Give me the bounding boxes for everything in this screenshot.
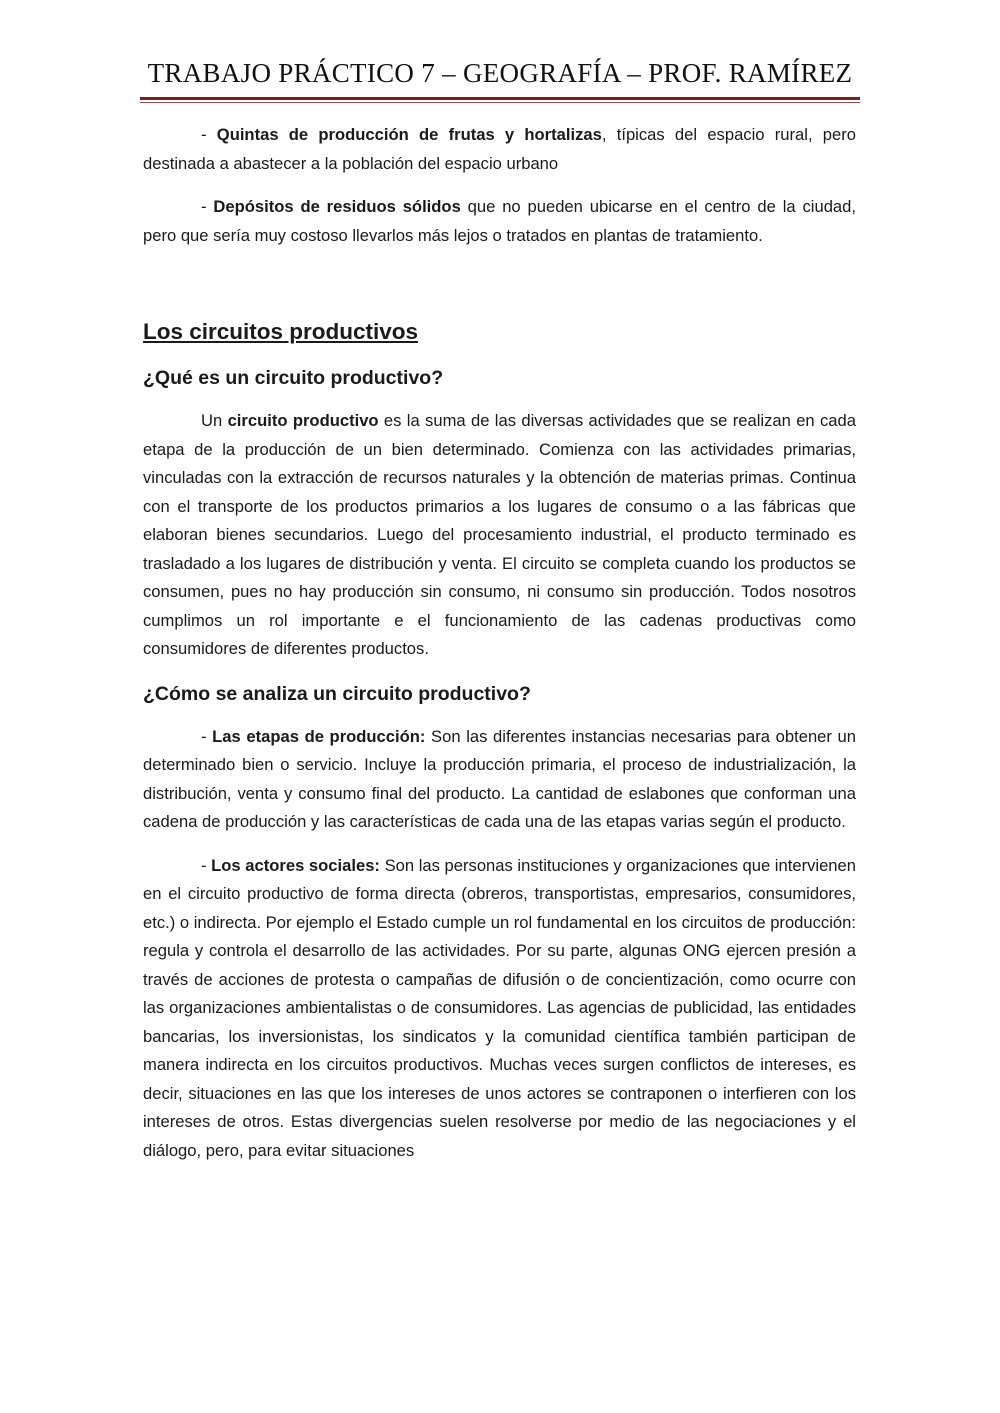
list-dash: -	[201, 726, 213, 746]
paragraph-quintas	[143, 121, 856, 178]
paragraph-text: Son las diferentes instancias necesarias para obtener un determinado bien o servicio. Incluye la producción primaria, el proceso de industrialización, la distribución, venta y consumo final del producto. La cantidad de eslabones que conforman una cadena de producción y las características de cada una de las etapas varias según el producto.	[143, 726, 857, 831]
header-rule	[140, 97, 860, 100]
bold-term: circuito productivo	[227, 411, 379, 430]
paragraph-text: es la suma de las diversas actividades que se realizan en cada etapa de la producción de un bien determinado. Comienza con las actividades primarias, vinculadas con la extracción de recursos naturales y la obtención de materias primas. Continua con el transporte de los productos primarios a los lugares de consumo o a las fábricas que elaboran bienes secundarios. Luego del procesamiento industrial, el producto terminado es trasladado a los lugares de distribución y venta. El circuito se completa cuando los productos se consumen, pues no hay producción sin consumo, ni consumo sin producción. Todos nosotros cumplimos un rol importante e el funcionamiento de las cadenas productivas como consumidores de diferentes productos.	[143, 411, 856, 658]
paragraph-text: que no pueden ubicarse en el centro de la ciudad, pero que sería muy costoso llevarlos más lejos o tratados en plantas de tratamiento.	[143, 197, 856, 245]
bold-term: Depósitos de residuos sólidos	[213, 197, 461, 216]
list-dash: -	[201, 125, 217, 144]
list-dash: -	[201, 855, 212, 875]
paragraph-definicion	[143, 407, 856, 664]
paragraph-text: Un	[201, 411, 228, 430]
bold-term: Las etapas de producción:	[212, 726, 426, 746]
header-rule-thin	[140, 102, 860, 103]
page-header-title: TRABAJO PRÁCTICO 7 – GEOGRAFÍA – PROF. RAMÍREZ	[147, 58, 853, 88]
subheading-que-es: ¿Qué es un circuito productivo?	[143, 367, 444, 389]
bold-term: Los actores sociales:	[211, 855, 380, 875]
document-body	[143, 121, 856, 1180]
spacer	[143, 265, 856, 315]
section-heading: Los circuitos productivos	[143, 319, 419, 344]
paragraph-text: , típicas del espacio rural, pero destinada a abastecer a la población del espacio urbano	[143, 125, 857, 173]
paragraph-actores	[143, 852, 856, 1166]
bold-term: Quintas de producción de frutas y hortalizas	[216, 125, 602, 144]
subheading-como-se-analiza: ¿Cómo se analiza un circuito productivo?	[143, 682, 531, 705]
paragraph-etapas	[143, 723, 856, 837]
paragraph-text: Son las personas instituciones y organizaciones que intervienen en el circuito productivo de forma directa (obreros, transportistas, empresarios, consumidores, etc.) o indirecta. Por ejemplo el Estado cumple un rol fundamental en los circuitos de producción: regula y controla el desarrollo de las actividades. Por su parte, algunas ONG ejercen presión a través de acciones de protesta o campañas de difusión o de concientización, como ocurre con las organizaciones ambientalistas o de consumidores. Las agencias de publicidad, las entidades bancarias, los inversionistas, los sindicatos y la comunidad científica también participan de manera indirecta en los circuitos productivos. Muchas veces surgen conflictos de intereses, es decir, situaciones en las que los intereses de unos actores se contraponen o interfieren con los intereses de otros. Estas divergencias suelen resolverse por medio de las negociaciones y el diálogo, pero, para evitar situaciones	[143, 855, 856, 1160]
list-dash: -	[201, 197, 214, 216]
paragraph-depositos	[143, 193, 856, 250]
